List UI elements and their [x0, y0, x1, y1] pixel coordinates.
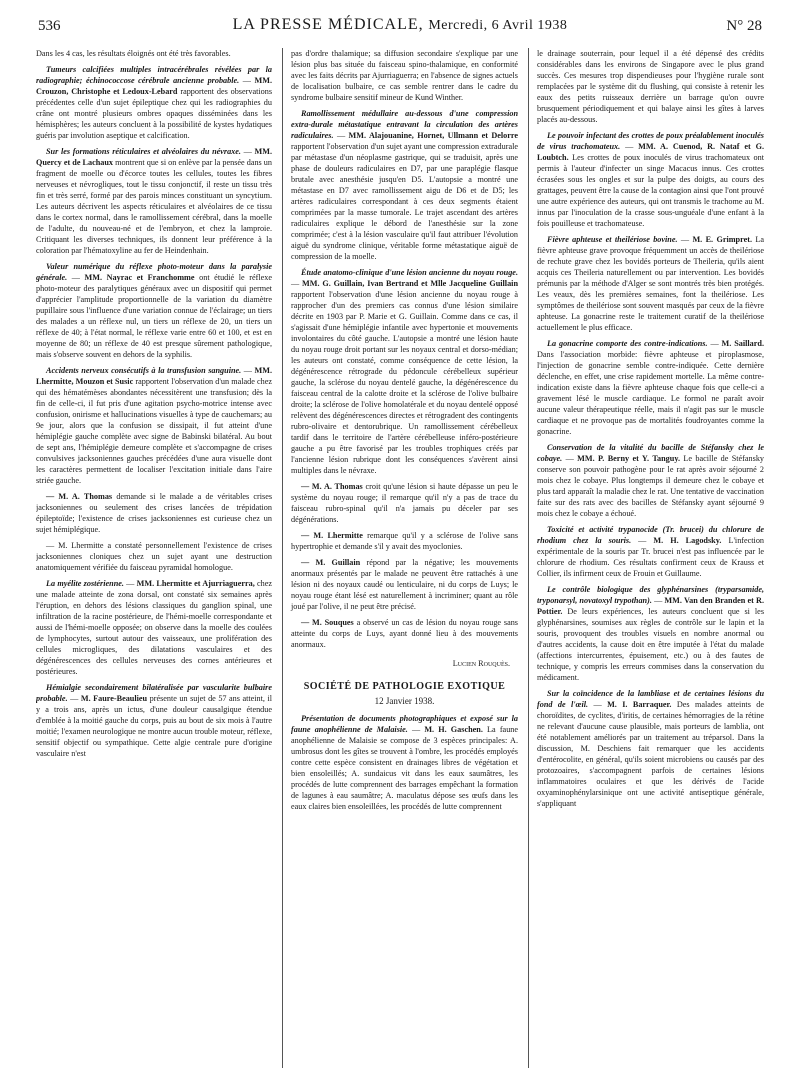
article-heading: Ramollissement médullaire au-dessous d'une compression extra-durale métastatique entravant la circulation des artères radiculaires. [291, 109, 518, 140]
author-names: MM. Van den Branden et R. Pottier. [537, 596, 764, 616]
article-paragraph [537, 48, 764, 125]
article-heading: Accidents nerveux consécutifs à la transfusion sanguine. [46, 366, 242, 375]
article-paragraph: Conservation de la vitalité du bacille de Stéfansky chez le cobaye. — MM. P. Berny et Y. Tanguy. Le bacille de Stéfansky conserve son pouvoir pathogène pour le rat après avoir séjourné 2 mois chez le cobaye. Plus longtemps il demeure chez le cobaye et plus tard apparaît la maladie chez le rat. Une tentative de vaccination faite sur des rats avec des bacilles de Stéfansky ayant séjourné 9 mois chez le cobaye a échoué. [537, 443, 764, 518]
author-names: MM. P. Berny et Y. Tanguy. [577, 454, 681, 463]
author-names: — M. A. Thomas [46, 492, 113, 501]
author-names: MM. Alajouanine, Hornet, Ullmann et Delorre [348, 131, 518, 140]
article-columns [36, 48, 764, 1068]
article-text: rapportent l'observation d'une lésion ancienne du noyau rouge à rapprocher d'un des premiers cas connus d'une lésion similaire décrite en 1903 par P. Marie et G. Guillain. Comme dans ce cas, il s'agissait d'une hémiplégie infantile avec hypertonie et mouvements involontaires du côté gauche. L'autopsie a montré une lésion haute du noyau rouge droit portant sur les noyaux central et dorso-médian; les auteurs ont constaté, comme conséquence de cette lésion, la dégénérescence rétrograde du pédoncule cérébelleux supérieur gauche, la sclérose du noyau dentelé gauche, la dégénérescence du faisceau central de la calotte droite et la sclérose de l'olive bulbaire droite; la sclérose de l'olive homolatérale et du noyau dentelé opposé relèvent des dégénérescences directes et rétrogradent des contingents rubro-olivaire et dentorubrique. Un ramollissement cérébelleux tardif dans le territoire de l'artère cérébelleuse inféro-postérieure gauche a pu être favorisé par les troubles trophiques créés par l'ancienne lésion rubrique dont les conséquences s'avèrent ainsi multiples dans le névraxe. [291, 290, 518, 475]
article-paragraph: Valeur numérique du réflexe photo-moteur dans la paralysie générale. — MM. Nayrac et Franchomme ont étudié le réflexe photo-moteur des paralytiques généraux avec un dispositif qui permet d'apprécier l'amplitude proportionnelle de la variation du diamètre pupillaire sous l'influence d'une variation connue de l'éclairage; un tiers des malades a un réflexe nul, un tiers un réflexe de 20, un tiers un réflexe de 40; à l'état normal, le réflexe varie entre 60 et 100, et est en moyenne de 80; un réflexe de 40 est presque sûrement pathologique, mais s'observe souvent en dehors de la syphilis. [36, 262, 272, 359]
article-text: La fièvre aphteuse grave provoque fréquemment un accès de theilériose de rechute grave chez les bovidés porteurs de Theileria, qu'ils aient acquis ces Theileria naturellement ou par intervention. Les bovidés prémunis par la méthode d'Alger se sont montrés très bien protégés. Les veaux, dès les premières semaines, font la theilériose. Les symptômes de theilériose sont souvent masqués par ceux de la fièvre aphteuse. La gonacrine reste le traitement curatif de la theilériose actuellement le plus efficace. [537, 235, 764, 332]
article-text: présente un sujet de 57 ans atteint, il y a trois ans, après un ictus, d'une douleur causalgique étendue d'emblée à la moitié gauche du corps, puis au bout de six mois à l'autre moitié; l'examen neurologique ne montre aucun trouble moteur, réflexe, sensitif objectif ou sympathique. Cette algie centrale pure d'origine vasculaire n'est [36, 694, 272, 758]
article-text: Dans l'association morbide: fièvre aphteuse et piroplasmose, l'injection de gonacrine semble contre-indiquée. Cette dernière déclenche, en effet, une crise rapidement mortelle. La même contre-indication existe dans la fièvre aphteuse chaque fois que celle-ci a gravement lésé le muscle cardiaque. Le formol ne paraît avoir aucune valeur thérapeutique réelle, mais il n'agit pas sur le muscle cardiaque et ne provoque pas de mortalités foudroyantes comme la gonacrine. [537, 350, 764, 436]
article-text: remarque qu'il y a sclérose de l'olive sans hypertrophie et demande s'il y avait des myoclonies. [291, 531, 518, 551]
article-paragraph: Accidents nerveux consécutifs à la transfusion sanguine. — MM. Lhermitte, Mouzon et Susic rapportent l'observation d'un malade chez qui des hématémèses abondantes nécessitèrent une transfusion; dès la fin de celle-ci, il fut pris d'une agitation psycho-motrice intense avec confusion, onirisme et hallucinations visuelles à type de cauchemars; au 9e jour, alors que la confusion se dissipait, il fut atteint d'une hémiplégie gauche complète avec signe de Babinski bilatéral. Au bout de sept ans, l'hémiplégie demeure complète et s'accompagne de crises convulsives jacksoniennes gauches précédées d'une aura visuelle dont les caractères permettent de localiser l'excitation initiale dans l'aire striée gauche. [36, 366, 272, 485]
article-text: ont étudié le réflexe photo-moteur des paralytiques généraux avec un dispositif qui permet d'apprécier l'amplitude proportionnelle de la variation du diamètre pupillaire sous l'influence d'une variation connue de l'éclairage; un tiers des malades a un réflexe nul, un tiers un réflexe de 20, un tiers un réflexe de 40; à l'état normal, le réflexe varie entre 60 et 100, et est en moyenne de 80; un réflexe de 40 est presque sûrement pathologique, mais s'observe souvent en dehors de la syphilis. [36, 273, 272, 359]
author-names: MM. Lhermitte, Mouzon et Susic [36, 366, 272, 386]
article-text: Dans les 4 cas, les résultats éloignés ont été très favorables. [36, 49, 231, 58]
article-heading: Sur la coïncidence de la lambliase et de certaines lésions du fond de l'œil. [537, 689, 764, 709]
article-paragraph: Le pouvoir infectant des crottes de poux préalablement inoculés de virus trachomateux. — MM. A. Cuenod, R. Nataf et G. Loubtch. Les crottes de poux inoculés de virus trachomateux ont permis à l'auteur d'infecter un singe Macacus innus. Ces crottes écrasées sous les ongles et sur la pulpe des doigts, au cours des grattages, peuvent être la cause de la contagion ainsi que l'ont prouvé une autre expérience des auteurs, qui ont transmis le trachome au M. innus par l'inoculation de la crasse sous-unguéale d'une enfant à la fois pouilleuse et trachomateuse. [537, 131, 764, 228]
article-text: demande si le malade a de véritables crises jacksoniennes ou seulement des crises lancées de trépidation épileptoïde; l'existence de crises jacksoniennes est curieuse chez un sujet hémiplégique. [36, 492, 272, 534]
section-heading: SOCIÉTÉ DE PATHOLOGIE EXOTIQUE [303, 681, 506, 692]
author-names: — M. Lhermitte [301, 531, 363, 540]
author-names: MM. Crouzon, Christophe et Ledoux-Lebard [36, 76, 272, 96]
author-names: MM. Quercy et de Lachaux [36, 147, 272, 167]
author-names: MM. G. Guillain, Ivan Bertrand et Mlle Jacqueline Guillain [302, 279, 518, 288]
article-paragraph: Hémialgie secondairement bilatéralisée par vascularite bulbaire probable. — M. Faure-Beaulieu présente un sujet de 57 ans atteint, il y a trois ans, après un ictus, d'une douleur causalgique étendue d'emblée à la moitié gauche du corps, puis au bout de six mois à l'autre moitié; l'examen neurologique ne montre aucun trouble moteur, réflexe, sensitif objectif ou sympathique. Cette algie centrale pure d'origine vasculaire n'est [36, 683, 272, 758]
article-heading: Toxicité et activité trypanocide (Tr. brucei) du chlorure de rhodium chez la souris. [537, 525, 764, 545]
article-paragraph: Le contrôle biologique des glyphénarsines (tryparsamide, tryponarsyl, novatoxyl trypothan). — MM. Van den Branden et R. Pottier. De leurs expériences, les auteurs concluent que si les glyphénarsines, soumises aux règles de contrôle sur le lapin et la souris, provoquent des troubles visuels en nombre anormal ou d'autres accidents, la cause doit en être imputée à l'état du malade (affections intercurrentes, épuisement, etc.) ou à des fautes de technique, y compris les erreurs commises dans la conservation du médicament. [537, 585, 764, 682]
article-heading: Hémialgie secondairement bilatéralisée par vascularite bulbaire probable. [36, 683, 272, 703]
column-1 [36, 48, 272, 1068]
article-heading: Valeur numérique du réflexe photo-moteur dans la paralysie générale. [36, 262, 272, 282]
article-paragraph [36, 491, 272, 535]
article-paragraph [36, 540, 272, 573]
article-text: rapportent des observations précédentes celle d'un sujet épileptique chez qui les radiographies du crâne ont montré plusieurs ombres opaques disséminées dans les hémisphères; les auteurs concluent à la possibilité de kystes hydatiques guéris par involution aseptique et calcification. [36, 87, 272, 140]
article-text: — M. Lhermitte a constaté personnellement l'existence de crises jacksoniennes cloniques chez un sujet ayant une destruction anatomiquement vérifiée du faisceau pyramidal homologue. [36, 541, 272, 572]
article-text: pas d'ordre thalamique; sa diffusion secondaire s'explique par une lésion plus bas située du faisceau spino-thalamique, en conformité avec les faits décrits par Ajurriaguerra; en l'absence de signes actuels de localisation bulbaire, ce cas semble rentrer dans le cadre du syndrome bulbaire sensitif mineur de Kund Winther. [291, 49, 518, 102]
author-names: M. Saillard. [721, 339, 764, 348]
article-paragraph [291, 617, 518, 650]
article-text: le drainage souterrain, pour lequel il a été dépensé des crédits considérables dans les environs de Singapore avec le plus grand succès. Ces mesures trop dispendieuses pour l'hygiène rurale sont remplacées par le système dit du flushing, qui consiste à retenir les eaux des petits ruisseaux derrière un barrage qu'on ouvre brusquement périodiquement et qui balaye ainsi les gîtes à larves placés au-dessous. [537, 49, 764, 124]
issue-date: Mercredi, 6 Avril 1938 [428, 18, 568, 33]
author-names: MM. Nayrac et Franchomme [84, 273, 195, 282]
article-text: chez une malade atteinte de zona dorsal, ont constaté six semaines après l'éruption, en dehors des lésions classiques du ganglion spinal, une infiltration de la racine postérieure, de l'hémi-moelle correspondante et aussi de l'hémi-moelle opposée; on observe dans la moelle des coulées de lymphocytes, surtout autour des vaisseaux, une prolifération des cellules microgliques, des dilatations vasculaires et des dégénérescences des cellules nerveuses des cornes antérieures et postérieures. [36, 579, 272, 676]
author-names: M. I. Barraquer. [607, 700, 672, 709]
author-names: M. H. Gaschen. [424, 725, 483, 734]
article-text: La faune anophélienne de Malaisie se compose de 3 espèces principales: A. umbrosus dont les gîtes se trouvent à l'ombre, les procédés employés contre cette espèce consistent en drainages libres de végétation et bien ensoleillés; A. sundaicus vit dans les eaux saumâtres, les procédés de lutte comprennent des barrages empêchant la formation de lagunes à eau saumâtre; A. maculatus dépose ses œufs dans les eaux claires bien ensoleillées, les procédés de lutte comprennent [291, 725, 518, 811]
article-paragraph: La myélite zostérienne. — MM. Lhermitte et Ajurriaguerra, chez une malade atteinte de zona dorsal, ont constaté six semaines après l'éruption, en dehors des lésions classiques du ganglion spinal, une infiltration de la racine postérieure, de l'hémi-moelle correspondante et aussi de l'hémi-moelle opposée; on observe dans la moelle des coulées de lymphocytes, surtout autour des vaisseaux, une prolifération des cellules microgliques, des dilatations vasculaires et des dégénérescences des cellules nerveuses des cornes antérieures et postérieures. [36, 579, 272, 676]
column-3 [528, 48, 764, 1068]
article-text: montrent que si on enlève par la pensée dans un fragment de moelle ou d'écorce toutes les cellules, toutes les fibres nerveuses et névrogliques, tout le tissu conjonctif, il reste un tissu très fin et très serré, formé par des parois minces constituant un syncytium. Les auteurs décrivent les aspects réticulaires et alvéolaires de ce tissu dans le cortex normal, dans le ramollissement cérébral, dans la moelle de l'adulte, du nouveau-né et de l'embryon, et chez la lamproie. Critiquant les diverses techniques, ils donnent leur préférence à la coloration par l'hématoxyline au fer de Heindenhain. [36, 158, 272, 255]
author-names: — M. Souques [301, 618, 354, 627]
article-paragraph [291, 48, 518, 103]
article-text: a observé un cas de lésion du noyau rouge sans atteinte du corps de Luys, ayant donné lieu à des mouvements anormaux. [291, 618, 518, 649]
author-names: — M. Guillain [301, 558, 361, 567]
author-names: M. H. Lagodsky. [653, 536, 722, 545]
article-paragraph: Étude anatomo-clinique d'une lésion ancienne du noyau rouge. — MM. G. Guillain, Ivan Bertrand et Mlle Jacqueline Guillain rapportent l'observation d'une lésion ancienne du noyau rouge à rapprocher d'un des premiers cas connus d'une lésion similaire décrite en 1903 par P. Marie et G. Guillain. Comme dans ce cas, il s'agissait d'une hémiplégie infantile avec hypertonie et mouvements involontaires du côté gauche. L'autopsie a montré une lésion haute du noyau rouge droit portant sur les noyaux central et dorso-médian; les auteurs ont constaté, comme conséquence de cette lésion, la dégénérescence rétrograde du pédoncule cérébelleux supérieur gauche, la sclérose du noyau dentelé gauche, la dégénérescence du faisceau central de la calotte droite et la sclérose de l'olive bulbaire droite; la sclérose de l'olive homolatérale et du noyau dentelé opposé relèvent des dégénérescences directes et rétrogradent des contingents rubro-olivaire et dentorubrique. Un ramollissement cérébelleux tardif dans le territoire de l'artère cérébelleuse inféro-postérieure gauche a pu être favorisé par les troubles trophiques créés par l'ancienne lésion rubrique dont les conséquences s'avèrent ainsi multiples dans le névraxe. [291, 268, 518, 475]
article-heading: Le contrôle biologique des glyphénarsines (tryparsamide, tryponarsyl, novatoxyl trypothan). [537, 585, 764, 605]
article-paragraph: Sur les formations réticulaires et alvéolaires du névraxe. — MM. Quercy et de Lachaux montrent que si on enlève par la pensée dans un fragment de moelle ou d'écorce toutes les cellules, toutes les fibres nerveuses et névrogliques, tout le tissu conjonctif, il reste un tissu très fin et très serré, formé par des parois minces constituant un syncytium. Les auteurs décrivent les aspects réticulaires et alvéolaires de ce tissu dans le cortex normal, dans le ramollissement cérébral, dans la moelle de l'adulte, du nouveau-né et de l'embryon, et chez la lamproie. Critiquant les diverses techniques, ils donnent leur préférence à la coloration par l'hématoxyline au fer de Heindenhain. [36, 147, 272, 255]
article-paragraph [291, 481, 518, 525]
author-names: MM. A. Cuenod, R. Nataf et G. Loubtch. [537, 142, 764, 162]
page-number: 536 [38, 18, 61, 34]
article-text: rapportent l'observation d'un sujet ayant une compression extradurale par métastase d'un néoplasme gastrique, qui se traduisit, après une phase de douleurs radiculaires en D7, par une paraplégie flasque brutale avec anesthésie jusqu'en D5. L'autopsie a montré une métastase en D7 avec ramollissement aigu de D6 et de D5; les artères radiculaires correspondant à ces deux segments étaient comprimées par la masse tumorale. Le trajet ascendant des artères radiculaires explique le débord de l'anesthésie sur la zone comprimée; c'est à la lésion vasculaire qu'il faut attribuer l'évolution aiguë du syndrome clinique, véritable forme métastatique aiguë de compression de la moelle. [291, 142, 518, 261]
article-paragraph [36, 48, 272, 59]
article-text: De leurs expériences, les auteurs concluent que si les glyphénarsines, soumises aux règles de contrôle sur le lapin et la souris, provoquent des troubles visuels en nombre anormal ou d'autres accidents, la cause doit en être imputée à l'état du malade (affections intercurrentes, épuisement, etc.) ou à des fautes de technique, y compris les erreurs commises dans la conservation du médicament. [537, 607, 764, 682]
article-paragraph [291, 530, 518, 552]
article-text: L'infection expérimentale de la souris par Tr. brucei n'est pas influencée par le chlorure de rhodium. Ces résultats confirment ceux de Krauss et Collier, ils infirment ceux de Frouin et Guillaume. [537, 536, 764, 578]
article-heading: Le pouvoir infectant des crottes de poux préalablement inoculés de virus trachomateux. [537, 131, 764, 151]
article-text: Les crottes de poux inoculés de virus trachomateux ont permis à l'auteur d'infecter un singe Macacus innus. Ces crottes écrasées sous les ongles et sur la pulpe des doigts, au cours des grattages, peuvent être la cause de la contagion ainsi que l'ont prouvé une autre expérience des auteurs, qui ont transmis le trachome au M. innus par l'inoculation de la crasse sous-unguéale d'une enfant à la fois pouilleuse et trachomateuse. [537, 153, 764, 228]
author-names: — M. A. Thomas [301, 482, 363, 491]
article-paragraph: Toxicité et activité trypanocide (Tr. brucei) du chlorure de rhodium chez la souris. — M. H. Lagodsky. L'infection expérimentale de la souris par Tr. brucei n'est pas influencée par le chlorure de rhodium. Ces résultats confirment ceux de Krauss et Collier, ils infirment ceux de Frouin et Guillaume. [537, 525, 764, 578]
article-paragraph: Ramollissement médullaire au-dessous d'une compression extra-durale métastatique entravant la circulation des artères radiculaires. — MM. Alajouanine, Hornet, Ullmann et Delorre rapportent l'observation d'un sujet ayant une compression extradurale par métastase d'un néoplasme gastrique, qui se traduisit, après une phase de douleurs radiculaires en D7, par une paraplégie flasque brutale avec anesthésie jusqu'en D5. L'autopsie a montré une métastase en D7 avec ramollissement aigu de D6 et de D5; les artères radiculaires correspondant à ces deux segments étaient comprimées par la masse tumorale. Le trajet ascendant des artères radiculaires explique le débord de l'anesthésie sur la zone comprimée; c'est à la lésion vasculaire qu'il faut attribuer l'évolution aiguë du syndrome clinique, véritable forme métastatique aiguë de compression de la moelle. [291, 109, 518, 261]
article-paragraph [291, 557, 518, 612]
article-paragraph: Présentation de documents photographiques et exposé sur la faune anophélienne de Malaisie. — M. H. Gaschen. La faune anophélienne de Malaisie se compose de 3 espèces principales: A. umbrosus dont les gîtes se trouvent à l'ombre, les procédés employés contre cette espèce consistent en drainages libres de végétation et bien ensoleillés; A. sundaicus vit dans les eaux saumâtres, les procédés de lutte comprennent des barrages empêchant la formation de lagunes à eau saumâtre; A. maculatus dépose ses œufs dans les eaux claires bien ensoleillées, les procédés de lutte comprennent [291, 714, 518, 811]
article-paragraph: La gonacrine comporte des contre-indications. — M. Saillard. Dans l'association morbide: fièvre aphteuse et piroplasmose, l'injection de gonacrine semble contre-indiquée. Cette dernière déclenche, en effet, une crise rapidement mortelle. La même contre-indication existe dans la fièvre aphteuse chaque fois que celle-ci a gravement lésé le muscle cardiaque. Le formol ne paraît avoir aucune valeur thérapeutique réelle, mais il n'agit pas sur le muscle cardiaque et ne provoque pas de mortalités foudroyantes comme la gonacrine. [537, 339, 764, 436]
article-paragraph: Sur la coïncidence de la lambliase et de certaines lésions du fond de l'œil. — M. I. Barraquer. Des malades atteints de choroïdites, de cyclites, d'iritis, de certaines hémorragies de la rétine ne relevant d'aucune cause plausible, mais porteurs de lamblia, ont été notablement améliorés par un traitement au tréparsol. Dans la discussion, M. Deschiens fait remarquer que les accidents d'entérocolite, en général, qu'ils soient microbiens ou causés par des protozoaires, s'accompagnent parfois de certaines lésions inflammatoires oculaires et que les dérivés de l'acide oxyaminophénylarsinique ont une activité antiseptique générale, s'appliquant [537, 689, 764, 808]
article-text: Des malades atteints de choroïdites, de cyclites, d'iritis, de certaines hémorragies de la rétine ne relevant d'aucune cause plausible, mais porteurs de lamblia, ont été notablement améliorés par un traitement au tréparsol. Dans la discussion, M. Deschiens fait remarquer que les accidents d'entérocolite, en général, qu'ils soient microbiens ou causés par des protozoaires, s'accompagnent parfois de certaines lésions inflammatoires oculaires et que les dérivés de l'acide oxyaminophénylarsinique ont une activité antiseptique générale, s'appliquant [537, 700, 764, 808]
article-paragraph: Tumeurs calcifiées multiples intracérébrales révélées par la radiographie; échinococcose cérébrale ancienne probable. — MM. Crouzon, Christophe et Ledoux-Lebard rapportent des observations précédentes celle d'un sujet épileptique chez qui les radiographies du crâne ont montré plusieurs ombres opaques disséminées dans les hémisphères; les auteurs concluent à la possibilité de kystes hydatiques guéris par involution aseptique et calcification. [36, 65, 272, 140]
column-2 [282, 48, 518, 1068]
journal-title [38, 16, 762, 34]
article-heading: Conservation de la vitalité du bacille de Stéfansky chez le cobaye. [537, 443, 764, 463]
article-heading: Tumeurs calcifiées multiples intracérébrales révélées par la radiographie; échinococcose cérébrale ancienne probable. [36, 65, 272, 85]
article-heading: La myélite zostérienne. [46, 579, 124, 588]
author-names: M. E. Grimpret. [692, 235, 752, 244]
article-heading: Sur les formations réticulaires et alvéolaires du névraxe. [46, 147, 241, 156]
article-paragraph: Fièvre aphteuse et theilériose bovine. — M. E. Grimpret. La fièvre aphteuse grave provoque fréquemment un accès de theilériose de rechute grave chez les bovidés porteurs de Theileria, qu'ils aient acquis ces Theileria naturellement ou par intervention. Les bovidés prémunis par la méthode d'Alger se sont montrés très bien protégés. Les veaux, dès les premières semaines, font la theilériose. Les symptômes de theilériose sont souvent masqués par ceux de la fièvre aphteuse. La gonacrine reste le traitement curatif de la theilériose actuellement le plus efficace. [537, 235, 764, 332]
section-date: 12 Janvier 1938. [374, 696, 435, 706]
article-text: croit qu'une lésion si haute dépasse un peu le système du noyau rouge; il remarque qu'il n'y a pas de trace du faisceau rubro-spinal qu'il n'a jamais pu déceler par ses dégénérations. [291, 482, 518, 524]
article-text: répond par la négative; les mouvements anormaux présentés par le malade ne peuvent être rattachés à une lésion ni des noyaux caudé ou lenticulaire, ni du corps de Luys; le noyau rouge étant lésé est naturellement à incriminer; quant au rôle joué par l'olive, il ne peut être précisé. [291, 558, 518, 611]
article-heading: La gonacrine comporte des contre-indications. [547, 339, 708, 348]
page-header [38, 16, 762, 38]
article-text: Le bacille de Stéfansky conserve son pouvoir pathogène pour le rat après avoir séjourné 2 mois chez le cobaye. Plus longtemps il demeure chez le cobaye et plus tard apparaît la maladie chez le rat. Une tentative de vaccination faite sur des rats avec des bacilles de Stéfansky ayant séjourné 9 mois chez le cobaye a échoué. [537, 454, 764, 518]
issue-number: N° 28 [726, 18, 762, 34]
author-names: MM. Lhermitte et Ajurriaguerra, [136, 579, 255, 588]
article-text: rapportent l'observation d'un malade chez qui des hématémèses abondantes nécessitèrent une transfusion; dès la fin de celle-ci, il fut pris d'une agitation psycho-motrice intense avec confusion, onirisme et hallucinations visuelles à type de cauchemars; au 9e jour, alors que la confusion se dissipait, il fut atteint d'une hémiplégie gauche complète avec signe de Babinski bilatéral. Au bout de sept ans, l'hémiplégie demeure complète et s'accompagne de crises convulsives jacksoniennes gauches précédées d'une aura visuelle dont les caractères permettent de localiser l'excitation initiale dans l'aire striée gauche. [36, 377, 272, 485]
journal-name: LA PRESSE MÉDICALE, [232, 16, 424, 33]
article-heading: Fièvre aphteuse et theilériose bovine. [547, 235, 678, 244]
article-heading: Étude anatomo-clinique d'une lésion ancienne du noyau rouge. [301, 268, 518, 277]
article-heading: Présentation de documents photographiques et exposé sur la faune anophélienne de Malaisie. [291, 714, 518, 734]
signature: Lucien Rouquès. [452, 659, 510, 668]
author-names: M. Faure-Beaulieu [80, 694, 148, 703]
